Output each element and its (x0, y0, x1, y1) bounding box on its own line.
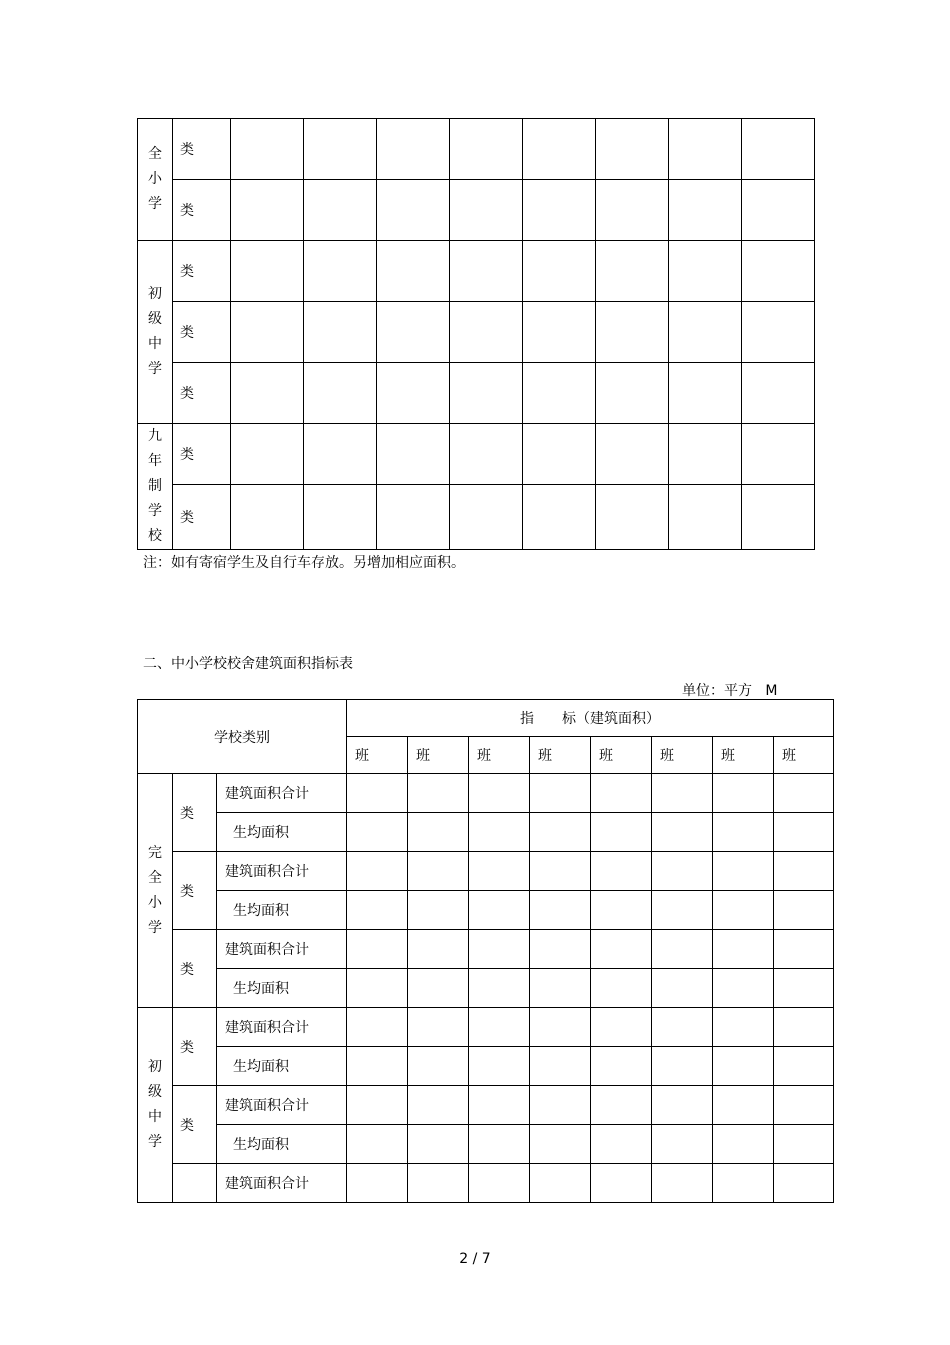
value-cell (408, 969, 469, 1008)
group-label-char: 学 (148, 1134, 162, 1150)
value-cell (774, 930, 834, 969)
item-label: 生均面积 (217, 1047, 347, 1086)
value-cell (347, 813, 408, 852)
value-cell (450, 241, 523, 302)
value-cell (774, 891, 834, 930)
value-cell (523, 363, 596, 424)
value-cell (652, 891, 713, 930)
value-cell (377, 241, 450, 302)
group-label-char: 级 (148, 1084, 162, 1100)
group-label (138, 774, 173, 1008)
section-title: 二、中小学校校舍建筑面积指标表 (143, 656, 353, 672)
value-cell (713, 891, 774, 930)
value-cell (652, 1008, 713, 1047)
value-cell (530, 930, 591, 969)
row-type-label: 类 (173, 180, 231, 241)
value-cell (596, 119, 669, 180)
class-header: 班 (347, 737, 408, 774)
value-cell (591, 891, 652, 930)
value-cell (596, 424, 669, 485)
value-cell (377, 363, 450, 424)
value-cell (530, 1086, 591, 1125)
value-cell (408, 852, 469, 891)
value-cell (469, 930, 530, 969)
value-cell (304, 485, 377, 550)
item-label: 建筑面积合计 (217, 1086, 347, 1125)
value-cell (530, 813, 591, 852)
value-cell (596, 485, 669, 550)
table-row (138, 363, 815, 424)
value-cell (347, 852, 408, 891)
subgroup-type-label: 类 (173, 1008, 217, 1086)
class-header: 班 (652, 737, 713, 774)
school-category-table-1 (137, 118, 815, 550)
value-cell (450, 180, 523, 241)
value-cell (591, 1164, 652, 1203)
value-cell (742, 241, 815, 302)
class-header: 班 (713, 737, 774, 774)
group-label-char: 学 (148, 196, 162, 212)
value-cell (231, 119, 304, 180)
table-row (138, 180, 815, 241)
group-label-char: 初 (148, 1059, 162, 1075)
value-cell (713, 852, 774, 891)
value-cell (469, 1086, 530, 1125)
value-cell (304, 180, 377, 241)
value-cell (469, 813, 530, 852)
group-label-char: 年 (148, 453, 162, 469)
value-cell (669, 424, 742, 485)
value-cell (652, 1086, 713, 1125)
value-cell (591, 1086, 652, 1125)
value-cell (713, 1008, 774, 1047)
value-cell (377, 424, 450, 485)
value-cell (469, 1125, 530, 1164)
value-cell (669, 485, 742, 550)
item-label: 建筑面积合计 (217, 774, 347, 813)
value-cell (530, 891, 591, 930)
value-cell (591, 774, 652, 813)
table-row (138, 241, 815, 302)
value-cell (774, 813, 834, 852)
value-cell (469, 1164, 530, 1203)
value-cell (231, 302, 304, 363)
value-cell (450, 119, 523, 180)
value-cell (347, 774, 408, 813)
subgroup-type-label: 类 (173, 1086, 217, 1164)
row-type-label: 类 (173, 119, 231, 180)
header-school-category: 学校类别 (138, 700, 347, 774)
item-label: 建筑面积合计 (217, 852, 347, 891)
value-cell (669, 363, 742, 424)
value-cell (652, 852, 713, 891)
value-cell (469, 969, 530, 1008)
value-cell (530, 774, 591, 813)
value-cell (347, 1047, 408, 1086)
value-cell (231, 424, 304, 485)
value-cell (450, 485, 523, 550)
value-cell (408, 1086, 469, 1125)
unit-symbol: M (765, 683, 778, 699)
group-label-char: 学 (148, 361, 162, 377)
table-row (138, 1164, 834, 1203)
item-label: 生均面积 (217, 891, 347, 930)
value-cell (347, 1008, 408, 1047)
value-cell (742, 302, 815, 363)
value-cell (713, 969, 774, 1008)
value-cell (742, 180, 815, 241)
value-cell (231, 363, 304, 424)
value-cell (523, 119, 596, 180)
value-cell (596, 180, 669, 241)
table-note: 注：如有寄宿学生及自行车存放。另增加相应面积。 (143, 555, 465, 571)
table-row (138, 1086, 834, 1125)
item-label: 生均面积 (217, 969, 347, 1008)
class-header: 班 (469, 737, 530, 774)
subgroup-type-label: 类 (173, 930, 217, 1008)
value-cell (450, 363, 523, 424)
value-cell (669, 241, 742, 302)
value-cell (523, 485, 596, 550)
value-cell (742, 119, 815, 180)
value-cell (347, 891, 408, 930)
value-cell (304, 241, 377, 302)
table-row (138, 119, 815, 180)
subgroup-type-label: 类 (173, 774, 217, 852)
group-label-char: 制 (148, 478, 162, 494)
group-label-char: 小 (148, 894, 162, 911)
value-cell (774, 969, 834, 1008)
value-cell (523, 241, 596, 302)
value-cell (523, 180, 596, 241)
value-cell (652, 1047, 713, 1086)
value-cell (742, 485, 815, 550)
row-type-label: 类 (173, 485, 231, 550)
value-cell (652, 774, 713, 813)
value-cell (523, 302, 596, 363)
value-cell (774, 1086, 834, 1125)
value-cell (377, 180, 450, 241)
table-row (138, 930, 834, 969)
class-header: 班 (408, 737, 469, 774)
group-label-char: 校 (148, 528, 162, 544)
value-cell (304, 363, 377, 424)
value-cell (774, 852, 834, 891)
item-label: 生均面积 (217, 813, 347, 852)
class-header: 班 (530, 737, 591, 774)
value-cell (591, 1047, 652, 1086)
table-row (138, 852, 834, 891)
value-cell (669, 119, 742, 180)
value-cell (742, 363, 815, 424)
value-cell (530, 1047, 591, 1086)
value-cell (713, 1086, 774, 1125)
value-cell (596, 241, 669, 302)
value-cell (304, 424, 377, 485)
value-cell (530, 852, 591, 891)
group-label-char: 九 (148, 428, 162, 444)
group-label (138, 241, 173, 424)
value-cell (591, 1125, 652, 1164)
value-cell (408, 813, 469, 852)
value-cell (530, 969, 591, 1008)
value-cell (713, 1047, 774, 1086)
group-label-char: 中 (148, 1109, 162, 1125)
value-cell (652, 813, 713, 852)
value-cell (530, 1008, 591, 1047)
group-label-char: 学 (148, 919, 162, 936)
class-header: 班 (591, 737, 652, 774)
group-label (138, 424, 173, 550)
value-cell (591, 852, 652, 891)
page-number: 2 / 7 (459, 1251, 491, 1267)
value-cell (408, 1164, 469, 1203)
table-row (138, 1008, 834, 1047)
value-cell (774, 774, 834, 813)
value-cell (469, 1047, 530, 1086)
row-type-label: 类 (173, 363, 231, 424)
item-label: 建筑面积合计 (217, 1008, 347, 1047)
value-cell (347, 969, 408, 1008)
class-header: 班 (774, 737, 834, 774)
value-cell (596, 363, 669, 424)
table-row (138, 774, 834, 813)
value-cell (469, 852, 530, 891)
value-cell (591, 813, 652, 852)
value-cell (469, 891, 530, 930)
row-type-label: 类 (173, 302, 231, 363)
group-label-char: 学 (148, 503, 162, 519)
subgroup-type-label (173, 1164, 217, 1203)
header-index: 指 标（建筑面积） (347, 700, 834, 737)
value-cell (652, 969, 713, 1008)
value-cell (347, 1164, 408, 1203)
value-cell (408, 930, 469, 969)
subgroup-type-label: 类 (173, 852, 217, 930)
value-cell (347, 1086, 408, 1125)
group-label (138, 1008, 173, 1203)
table-row (138, 1125, 834, 1164)
value-cell (304, 119, 377, 180)
value-cell (713, 813, 774, 852)
value-cell (347, 930, 408, 969)
value-cell (652, 1164, 713, 1203)
group-label-char: 全 (148, 869, 162, 886)
value-cell (591, 930, 652, 969)
value-cell (377, 302, 450, 363)
table-row (138, 1047, 834, 1086)
value-cell (408, 1125, 469, 1164)
value-cell (523, 424, 596, 485)
value-cell (377, 485, 450, 550)
value-cell (713, 1125, 774, 1164)
item-label: 建筑面积合计 (217, 930, 347, 969)
value-cell (377, 119, 450, 180)
item-label: 生均面积 (217, 1125, 347, 1164)
row-type-label: 类 (173, 424, 231, 485)
value-cell (450, 424, 523, 485)
group-label-char: 中 (148, 336, 162, 352)
table-row (138, 969, 834, 1008)
row-type-label: 类 (173, 241, 231, 302)
table-row (138, 485, 815, 550)
value-cell (530, 1164, 591, 1203)
value-cell (591, 969, 652, 1008)
building-area-index-table (137, 699, 834, 1203)
value-cell (591, 1008, 652, 1047)
value-cell (774, 1164, 834, 1203)
group-label-char: 完 (148, 844, 162, 861)
value-cell (669, 180, 742, 241)
group-label-char: 全 (148, 146, 162, 162)
value-cell (347, 1125, 408, 1164)
table-row (138, 813, 834, 852)
value-cell (469, 1008, 530, 1047)
value-cell (742, 424, 815, 485)
value-cell (596, 302, 669, 363)
value-cell (231, 485, 304, 550)
value-cell (408, 1008, 469, 1047)
value-cell (713, 930, 774, 969)
group-label-char: 初 (148, 286, 162, 302)
value-cell (774, 1047, 834, 1086)
unit-text: 单位：平方 (682, 683, 752, 699)
item-label: 建筑面积合计 (217, 1164, 347, 1203)
group-label-char: 级 (148, 311, 162, 327)
value-cell (231, 241, 304, 302)
value-cell (408, 891, 469, 930)
value-cell (408, 1047, 469, 1086)
value-cell (469, 774, 530, 813)
value-cell (713, 774, 774, 813)
unit-label (682, 680, 777, 700)
group-label (138, 119, 173, 241)
value-cell (669, 302, 742, 363)
table-row (138, 891, 834, 930)
table-row (138, 302, 815, 363)
value-cell (774, 1008, 834, 1047)
group-label-char: 小 (148, 171, 162, 187)
value-cell (408, 774, 469, 813)
value-cell (713, 1164, 774, 1203)
value-cell (774, 1125, 834, 1164)
value-cell (530, 1125, 591, 1164)
value-cell (304, 302, 377, 363)
value-cell (652, 930, 713, 969)
value-cell (231, 180, 304, 241)
value-cell (450, 302, 523, 363)
table-row (138, 424, 815, 485)
value-cell (652, 1125, 713, 1164)
